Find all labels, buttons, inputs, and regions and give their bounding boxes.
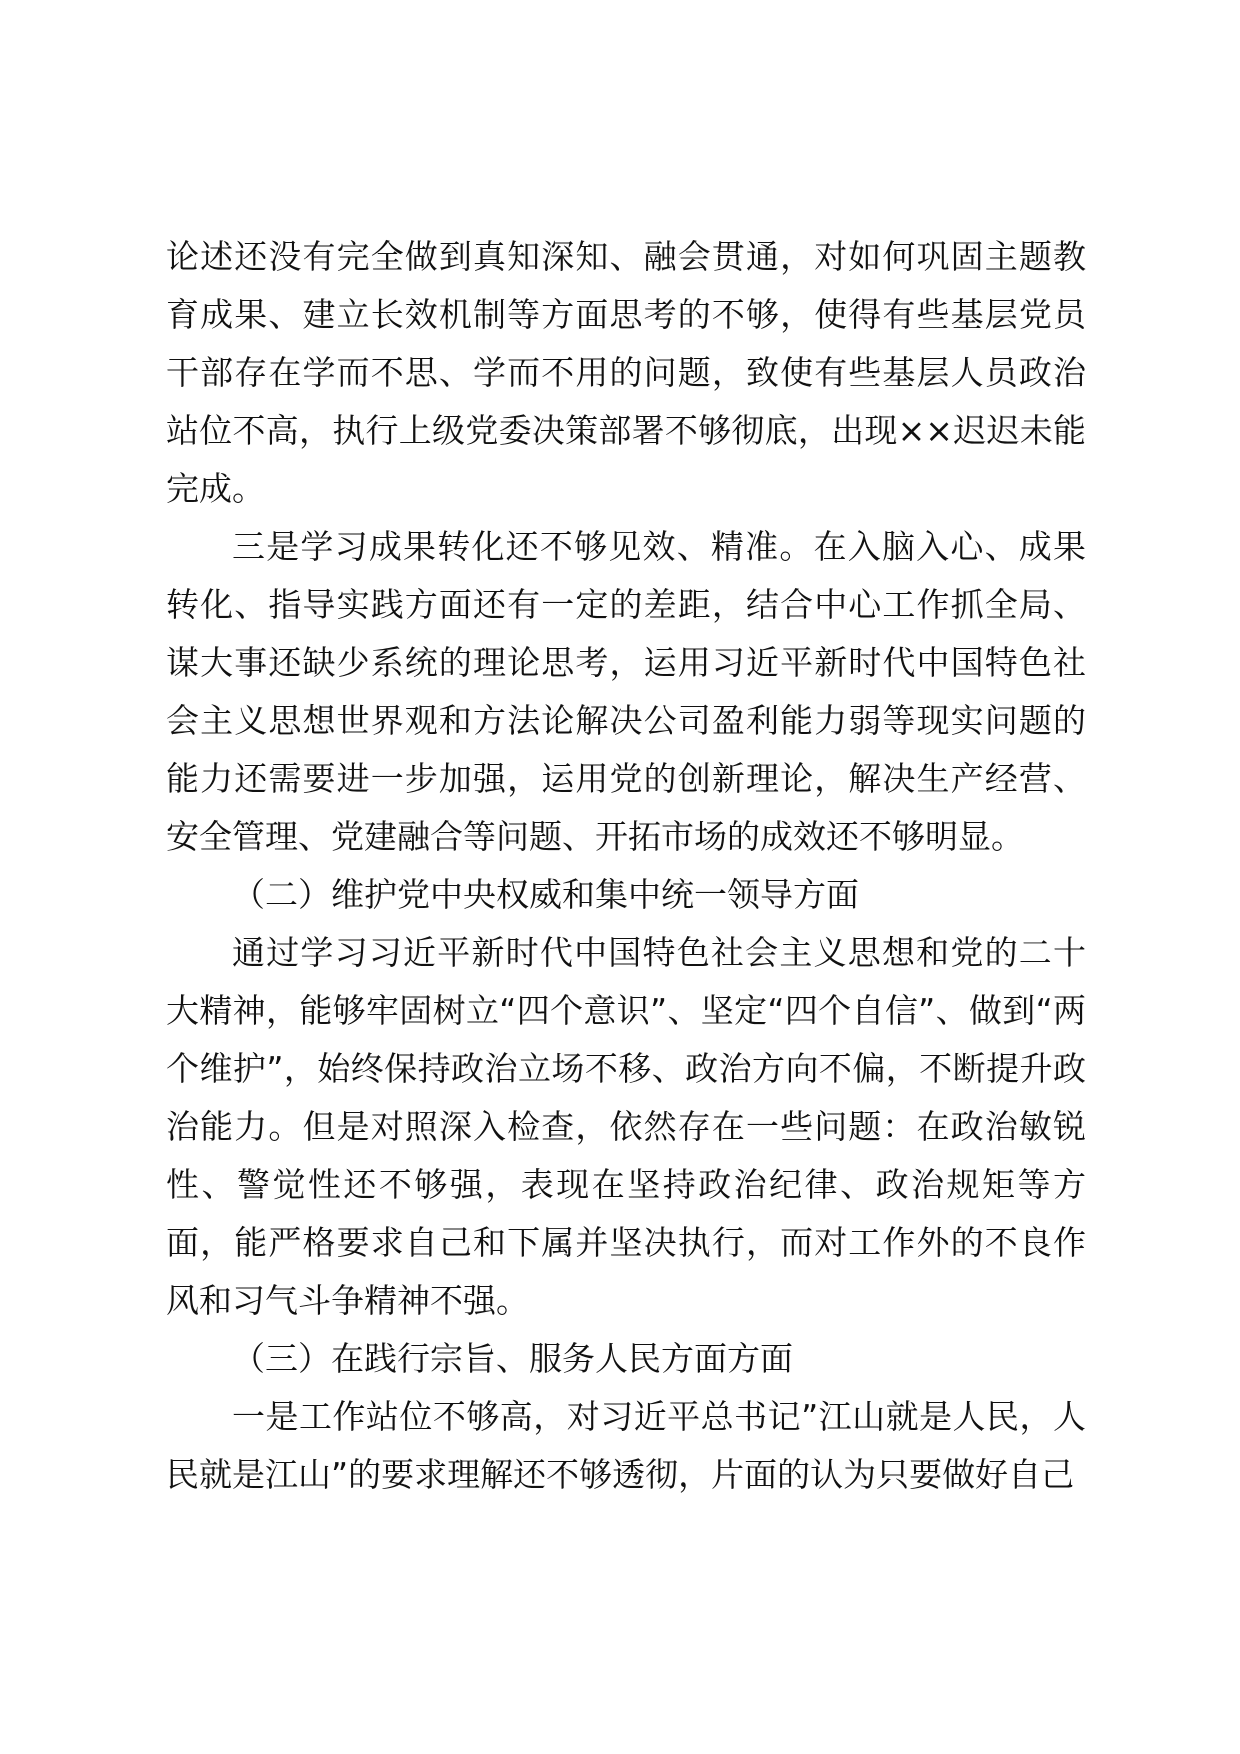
section-heading-2: （二）维护党中央权威和集中统一领导方面 — [232, 875, 859, 914]
paragraph-party-authority: 通过学习习近平新时代中国特色社会主义思想和党的二十大精神，能够牢固树立“四个意识”、坚定“四个自信”、做到“两个维护”，始终保持政治立场不移、政治方向不偏，不断提升政治能力。但是对照深入检查，依然存在一些问题：在政治敏锐性、警觉性还不够强，表现在坚持政治纪律、政治规矩等方面，能严格要求自己和下属并坚决执行，而对工作外的不良作风和习气斗争精神不强。 — [166, 933, 1086, 1320]
paragraph-learning-outcomes: 三是学习成果转化还不够见效、精准。在入脑入心、成果转化、指导实践方面还有一定的差距，结合中心工作抓全局、谋大事还缺少系统的理论思考，运用习近平新时代中国特色社会主义思想世界观和方法论解决公司盈利能力弱等现实问题的能力还需要进一步加强，运用党的创新理论，解决生产经营、安全管理、党建融合等问题、开拓市场的成效还不够明显。 — [166, 527, 1086, 856]
paragraph-serving-people: 一是工作站位不够高，对习近平总书记”江山就是人民，人民就是江山”的要求理解还不够透彻，片面的认为只要做好自己 — [166, 1397, 1086, 1494]
paragraph-continuation: 论述还没有完全做到真知深知、融会贯通，对如何巩固主题教育成果、建立长效机制等方面思考的不够，使得有些基层党员干部存在学而不思、学而不用的问题，致使有些基层人员政治站位不高，执行上级党委决策部署不够彻底，出现××迟迟未能完成。 — [166, 237, 1086, 508]
section-heading-3: （三）在践行宗旨、服务人民方面方面 — [232, 1339, 793, 1378]
document-body — [166, 228, 1086, 1504]
